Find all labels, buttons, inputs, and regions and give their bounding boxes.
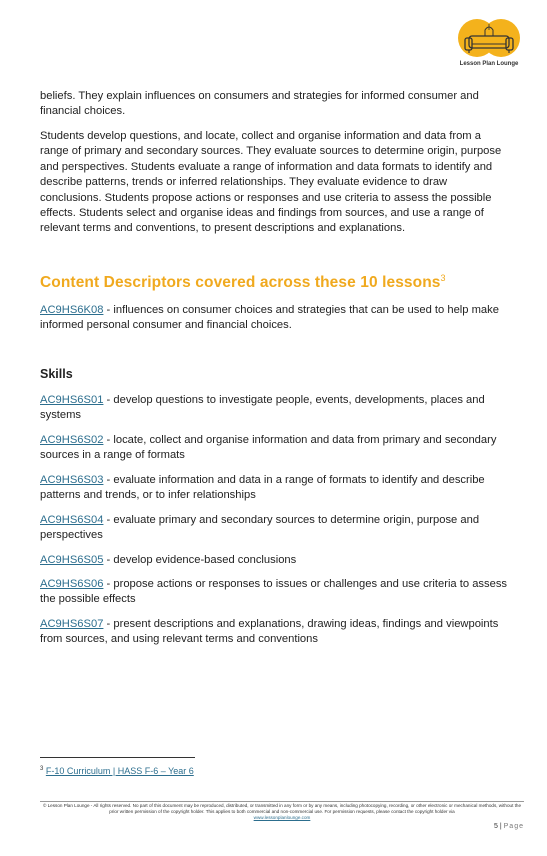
skill-code-link[interactable]: AC9HS6S03 (40, 474, 104, 486)
skills-heading: Skills (40, 367, 73, 381)
skill-item (40, 513, 510, 544)
footnote-link[interactable]: F-10 Curriculum | HASS F-6 – Year 6 (45, 766, 194, 776)
skill-text: - evaluate primary and secondary sources to determine origin, purpose and perspectives (40, 514, 480, 542)
skill-text: - locate, collect and organise information and data from primary and secondary sources in a range of formats (40, 434, 497, 462)
content-descriptor-item (40, 303, 510, 334)
skill-text: - present descriptions and explanations, drawing ideas, findings and viewpoints from sources, and using relevant terms and conventions (40, 618, 499, 646)
footnote-reference[interactable]: 3 (440, 273, 446, 283)
sofa-logo-icon (455, 16, 523, 60)
intro-paragraph-1: beliefs. They explain influences on consumers and strategies for informed consumer and financial choices. (40, 90, 479, 118)
skill-item (40, 433, 510, 464)
skill-code-link[interactable]: AC9HS6S02 (40, 434, 104, 446)
footnote (40, 766, 194, 776)
skill-text: - evaluate information and data in a range of formats to identify and describe patterns and trends, or to infer relationships (40, 474, 485, 502)
lesson-plan-lounge-logo (455, 16, 523, 72)
skill-code-link[interactable]: AC9HS6S06 (40, 578, 104, 590)
curriculum-code-link[interactable]: AC9HS6K08 (40, 304, 104, 316)
footnote-number: 3 (40, 766, 44, 772)
content-descriptor-text: - influences on consumer choices and strategies that can be used to help make informed personal consumer and financial choices. (40, 304, 499, 332)
skill-code-link[interactable]: AC9HS6S04 (40, 514, 104, 526)
skill-item (40, 553, 510, 568)
skill-item (40, 617, 510, 648)
skill-text: - propose actions or responses to issues or challenges and use criteria to assess the possible effects (40, 578, 508, 606)
skill-code-link[interactable]: AC9HS6S07 (40, 618, 104, 630)
footer-divider (40, 801, 524, 802)
skill-item (40, 393, 510, 424)
skill-text: - develop evidence-based conclusions (103, 554, 297, 566)
page-separator: | (497, 823, 504, 830)
website-link[interactable]: www.lessonplanlounge.com (253, 815, 311, 820)
copyright-text: © Lesson Plan Lounge - All rights reserved. No part of this document may be reproduced, distributed, or transmitted in any form or by any means, including photocopying, recording, or other electronic or mechanical methods, without the prior written permission of the copyright holder. This applies to both commercial and non-commercial use. For permission requests, please contact the copyright holder via (42, 803, 522, 814)
page-number-value: 5 (494, 823, 498, 830)
skill-code-link[interactable]: AC9HS6S01 (40, 394, 104, 406)
page-number (494, 823, 524, 830)
logo-text: Lesson Plan Lounge (459, 61, 519, 67)
skill-text: - develop questions to investigate people, events, developments, places and systems (40, 394, 485, 422)
page-label: Page (503, 823, 524, 830)
skill-code-link[interactable]: AC9HS6S05 (40, 554, 104, 566)
content-descriptors-heading (40, 273, 520, 292)
intro-paragraph-2: Students develop questions, and locate, collect and organise information and data from a range of primary and secondary sources. They evaluate sources to determine origin, purpose and perspectives. Students evaluate a range of information and data formats to identify and describe patterns, trends or inferred relationships. They evaluate evidence to draw conclusions. Students propose actions or responses and use criteria to assess the possible effects. Students select and organise ideas and findings from sources, and use a range of relevant terms and conventions, to present descriptions and explanations. (40, 130, 502, 235)
content-descriptors-heading-text: Content Descriptors covered across these 10 lessons (40, 274, 441, 292)
footnote-divider (40, 757, 195, 758)
skill-item (40, 473, 510, 504)
copyright-notice (40, 803, 524, 821)
skill-item (40, 577, 510, 608)
